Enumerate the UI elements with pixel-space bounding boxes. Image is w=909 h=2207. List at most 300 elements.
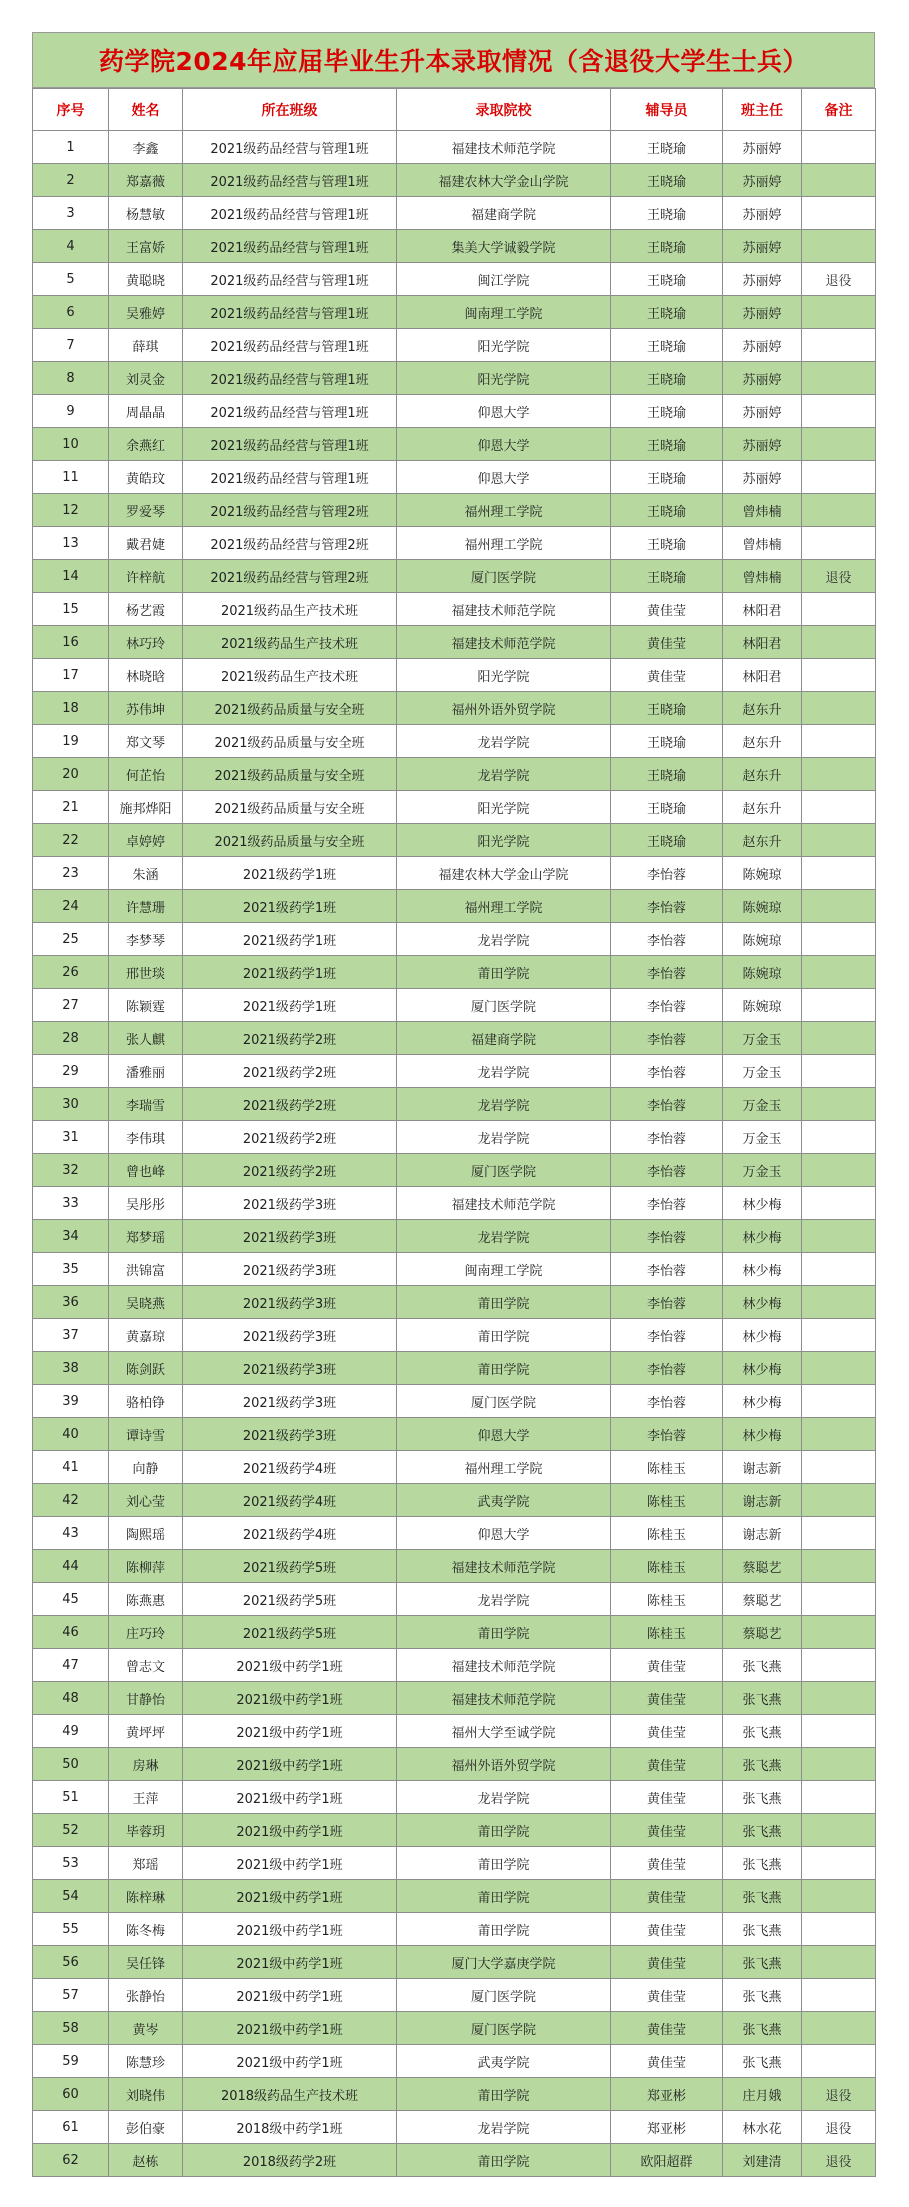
cell-name: 李梦琴 bbox=[109, 923, 183, 956]
cell-note bbox=[802, 1220, 876, 1253]
cell-head-teacher: 林阳君 bbox=[723, 593, 802, 626]
table-row bbox=[33, 1913, 876, 1946]
cell-head-teacher: 曾炜楠 bbox=[723, 494, 802, 527]
cell-note bbox=[802, 197, 876, 230]
cell-name: 骆柏铮 bbox=[109, 1385, 183, 1418]
table-row bbox=[33, 1847, 876, 1880]
cell-school: 龙岩学院 bbox=[397, 1781, 611, 1814]
cell-class: 2021级药品经营与管理1班 bbox=[183, 131, 397, 164]
table-row bbox=[33, 164, 876, 197]
table-row bbox=[33, 1418, 876, 1451]
cell-school: 福州理工学院 bbox=[397, 527, 611, 560]
cell-counselor: 王晓瑜 bbox=[611, 329, 723, 362]
cell-class: 2021级药品经营与管理2班 bbox=[183, 560, 397, 593]
header-note: 备注 bbox=[802, 89, 876, 131]
cell-index: 56 bbox=[33, 1946, 109, 1979]
table-row bbox=[33, 362, 876, 395]
cell-name: 黄岑 bbox=[109, 2012, 183, 2045]
cell-head-teacher: 陈婉琼 bbox=[723, 956, 802, 989]
cell-school: 福建技术师范学院 bbox=[397, 1187, 611, 1220]
cell-head-teacher: 蔡聪艺 bbox=[723, 1616, 802, 1649]
table-row bbox=[33, 1517, 876, 1550]
header-name: 姓名 bbox=[109, 89, 183, 131]
cell-head-teacher: 林少梅 bbox=[723, 1385, 802, 1418]
cell-note bbox=[802, 857, 876, 890]
cell-school: 龙岩学院 bbox=[397, 1055, 611, 1088]
cell-school: 莆田学院 bbox=[397, 1847, 611, 1880]
cell-name: 陈冬梅 bbox=[109, 1913, 183, 1946]
cell-counselor: 李怡蓉 bbox=[611, 923, 723, 956]
cell-note bbox=[802, 1616, 876, 1649]
cell-counselor: 黄佳莹 bbox=[611, 1814, 723, 1847]
cell-class: 2021级药学4班 bbox=[183, 1517, 397, 1550]
cell-note bbox=[802, 1352, 876, 1385]
cell-school: 仰恩大学 bbox=[397, 428, 611, 461]
cell-school: 闽南理工学院 bbox=[397, 296, 611, 329]
cell-school: 龙岩学院 bbox=[397, 1121, 611, 1154]
cell-class: 2021级药品质量与安全班 bbox=[183, 758, 397, 791]
cell-note bbox=[802, 1418, 876, 1451]
cell-note bbox=[802, 164, 876, 197]
cell-class: 2021级药品经营与管理1班 bbox=[183, 230, 397, 263]
table-row bbox=[33, 1649, 876, 1682]
cell-name: 林巧玲 bbox=[109, 626, 183, 659]
cell-index: 28 bbox=[33, 1022, 109, 1055]
cell-school: 福建技术师范学院 bbox=[397, 1550, 611, 1583]
cell-class: 2021级中药学1班 bbox=[183, 1715, 397, 1748]
cell-counselor: 郑亚彬 bbox=[611, 2111, 723, 2144]
cell-counselor: 黄佳莹 bbox=[611, 1649, 723, 1682]
cell-class: 2021级中药学1班 bbox=[183, 2012, 397, 2045]
cell-counselor: 李怡蓉 bbox=[611, 1055, 723, 1088]
cell-counselor: 王晓瑜 bbox=[611, 560, 723, 593]
cell-class: 2021级药学1班 bbox=[183, 890, 397, 923]
cell-head-teacher: 张飞燕 bbox=[723, 1682, 802, 1715]
cell-school: 龙岩学院 bbox=[397, 1088, 611, 1121]
table-row bbox=[33, 2144, 876, 2177]
cell-index: 22 bbox=[33, 824, 109, 857]
cell-school: 厦门医学院 bbox=[397, 560, 611, 593]
cell-index: 52 bbox=[33, 1814, 109, 1847]
cell-name: 郑梦瑶 bbox=[109, 1220, 183, 1253]
cell-class: 2021级药学3班 bbox=[183, 1187, 397, 1220]
table-row bbox=[33, 1451, 876, 1484]
cell-class: 2021级药学5班 bbox=[183, 1583, 397, 1616]
table-row bbox=[33, 1748, 876, 1781]
cell-school: 福建农林大学金山学院 bbox=[397, 164, 611, 197]
table-row bbox=[33, 593, 876, 626]
cell-school: 福建农林大学金山学院 bbox=[397, 857, 611, 890]
cell-counselor: 李怡蓉 bbox=[611, 1121, 723, 1154]
cell-counselor: 王晓瑜 bbox=[611, 791, 723, 824]
cell-index: 59 bbox=[33, 2045, 109, 2078]
cell-note: 退役 bbox=[802, 2078, 876, 2111]
cell-counselor: 黄佳莹 bbox=[611, 1715, 723, 1748]
table-row bbox=[33, 560, 876, 593]
cell-note: 退役 bbox=[802, 2144, 876, 2177]
cell-class: 2021级中药学1班 bbox=[183, 1847, 397, 1880]
cell-note bbox=[802, 230, 876, 263]
cell-class: 2021级药学1班 bbox=[183, 857, 397, 890]
cell-note bbox=[802, 461, 876, 494]
cell-counselor: 黄佳莹 bbox=[611, 1847, 723, 1880]
cell-counselor: 王晓瑜 bbox=[611, 197, 723, 230]
cell-name: 张人麒 bbox=[109, 1022, 183, 1055]
cell-counselor: 陈桂玉 bbox=[611, 1616, 723, 1649]
cell-head-teacher: 陈婉琼 bbox=[723, 923, 802, 956]
cell-index: 26 bbox=[33, 956, 109, 989]
cell-school: 福州理工学院 bbox=[397, 890, 611, 923]
cell-head-teacher: 曾炜楠 bbox=[723, 560, 802, 593]
cell-counselor: 黄佳莹 bbox=[611, 1781, 723, 1814]
cell-class: 2021级中药学1班 bbox=[183, 1979, 397, 2012]
cell-class: 2021级药学1班 bbox=[183, 923, 397, 956]
cell-name: 施邦烨阳 bbox=[109, 791, 183, 824]
cell-note bbox=[802, 626, 876, 659]
cell-school: 福州大学至诚学院 bbox=[397, 1715, 611, 1748]
cell-school: 龙岩学院 bbox=[397, 725, 611, 758]
table-row bbox=[33, 1946, 876, 1979]
cell-head-teacher: 赵东升 bbox=[723, 824, 802, 857]
header-school: 录取院校 bbox=[397, 89, 611, 131]
cell-school: 福建技术师范学院 bbox=[397, 131, 611, 164]
cell-name: 吴雅婷 bbox=[109, 296, 183, 329]
cell-name: 赵栋 bbox=[109, 2144, 183, 2177]
cell-note bbox=[802, 1583, 876, 1616]
cell-school: 仰恩大学 bbox=[397, 1517, 611, 1550]
cell-class: 2021级药学3班 bbox=[183, 1253, 397, 1286]
cell-note bbox=[802, 692, 876, 725]
cell-class: 2021级药学3班 bbox=[183, 1418, 397, 1451]
cell-index: 19 bbox=[33, 725, 109, 758]
cell-counselor: 李怡蓉 bbox=[611, 890, 723, 923]
cell-head-teacher: 苏丽婷 bbox=[723, 329, 802, 362]
cell-index: 7 bbox=[33, 329, 109, 362]
cell-head-teacher: 刘建清 bbox=[723, 2144, 802, 2177]
cell-head-teacher: 万金玉 bbox=[723, 1055, 802, 1088]
cell-class: 2021级中药学1班 bbox=[183, 1814, 397, 1847]
cell-index: 8 bbox=[33, 362, 109, 395]
cell-index: 27 bbox=[33, 989, 109, 1022]
cell-school: 闽南理工学院 bbox=[397, 1253, 611, 1286]
cell-head-teacher: 苏丽婷 bbox=[723, 197, 802, 230]
cell-counselor: 王晓瑜 bbox=[611, 263, 723, 296]
cell-class: 2021级药学2班 bbox=[183, 1088, 397, 1121]
cell-counselor: 王晓瑜 bbox=[611, 362, 723, 395]
cell-counselor: 黄佳莹 bbox=[611, 1946, 723, 1979]
cell-note bbox=[802, 395, 876, 428]
cell-school: 集美大学诚毅学院 bbox=[397, 230, 611, 263]
cell-head-teacher: 苏丽婷 bbox=[723, 362, 802, 395]
cell-class: 2021级药品经营与管理1班 bbox=[183, 263, 397, 296]
cell-head-teacher: 苏丽婷 bbox=[723, 263, 802, 296]
cell-head-teacher: 林少梅 bbox=[723, 1418, 802, 1451]
cell-index: 40 bbox=[33, 1418, 109, 1451]
cell-class: 2018级药品生产技术班 bbox=[183, 2078, 397, 2111]
cell-index: 36 bbox=[33, 1286, 109, 1319]
cell-class: 2021级药学4班 bbox=[183, 1484, 397, 1517]
cell-school: 厦门医学院 bbox=[397, 989, 611, 1022]
cell-note bbox=[802, 824, 876, 857]
cell-index: 4 bbox=[33, 230, 109, 263]
cell-name: 苏伟坤 bbox=[109, 692, 183, 725]
cell-note bbox=[802, 1715, 876, 1748]
cell-name: 黄坪坪 bbox=[109, 1715, 183, 1748]
cell-class: 2018级药学2班 bbox=[183, 2144, 397, 2177]
cell-head-teacher: 赵东升 bbox=[723, 791, 802, 824]
cell-index: 37 bbox=[33, 1319, 109, 1352]
cell-note bbox=[802, 1880, 876, 1913]
table-row bbox=[33, 1979, 876, 2012]
cell-name: 薛琪 bbox=[109, 329, 183, 362]
cell-class: 2021级药学5班 bbox=[183, 1550, 397, 1583]
cell-index: 34 bbox=[33, 1220, 109, 1253]
cell-school: 福建商学院 bbox=[397, 197, 611, 230]
cell-class: 2021级中药学1班 bbox=[183, 1913, 397, 1946]
cell-head-teacher: 张飞燕 bbox=[723, 1781, 802, 1814]
cell-index: 14 bbox=[33, 560, 109, 593]
cell-counselor: 黄佳莹 bbox=[611, 1682, 723, 1715]
cell-index: 53 bbox=[33, 1847, 109, 1880]
cell-counselor: 黄佳莹 bbox=[611, 626, 723, 659]
cell-class: 2021级药学3班 bbox=[183, 1286, 397, 1319]
cell-counselor: 王晓瑜 bbox=[611, 164, 723, 197]
cell-head-teacher: 张飞燕 bbox=[723, 1979, 802, 2012]
cell-note bbox=[802, 989, 876, 1022]
admission-sheet bbox=[32, 32, 875, 2177]
cell-index: 30 bbox=[33, 1088, 109, 1121]
cell-index: 39 bbox=[33, 1385, 109, 1418]
cell-note bbox=[802, 527, 876, 560]
cell-head-teacher: 苏丽婷 bbox=[723, 461, 802, 494]
cell-note bbox=[802, 428, 876, 461]
table-row bbox=[33, 197, 876, 230]
cell-note bbox=[802, 1154, 876, 1187]
cell-index: 32 bbox=[33, 1154, 109, 1187]
cell-class: 2021级药品经营与管理2班 bbox=[183, 527, 397, 560]
cell-note bbox=[802, 725, 876, 758]
cell-counselor: 王晓瑜 bbox=[611, 230, 723, 263]
cell-counselor: 李怡蓉 bbox=[611, 1418, 723, 1451]
cell-index: 29 bbox=[33, 1055, 109, 1088]
cell-class: 2021级药学4班 bbox=[183, 1451, 397, 1484]
cell-head-teacher: 万金玉 bbox=[723, 1088, 802, 1121]
cell-counselor: 陈桂玉 bbox=[611, 1583, 723, 1616]
cell-index: 54 bbox=[33, 1880, 109, 1913]
cell-school: 莆田学院 bbox=[397, 1319, 611, 1352]
cell-class: 2021级药学2班 bbox=[183, 1121, 397, 1154]
cell-index: 15 bbox=[33, 593, 109, 626]
cell-name: 曾也峰 bbox=[109, 1154, 183, 1187]
cell-name: 黄嘉琼 bbox=[109, 1319, 183, 1352]
cell-head-teacher: 苏丽婷 bbox=[723, 428, 802, 461]
table-row bbox=[33, 131, 876, 164]
table-row bbox=[33, 626, 876, 659]
cell-class: 2021级药品生产技术班 bbox=[183, 626, 397, 659]
cell-note bbox=[802, 923, 876, 956]
cell-name: 刘晓伟 bbox=[109, 2078, 183, 2111]
cell-counselor: 王晓瑜 bbox=[611, 296, 723, 329]
cell-counselor: 李怡蓉 bbox=[611, 1319, 723, 1352]
cell-name: 杨慧敏 bbox=[109, 197, 183, 230]
cell-class: 2021级药品经营与管理1班 bbox=[183, 164, 397, 197]
cell-school: 龙岩学院 bbox=[397, 758, 611, 791]
cell-name: 刘心莹 bbox=[109, 1484, 183, 1517]
cell-counselor: 黄佳莹 bbox=[611, 1913, 723, 1946]
cell-name: 潘雅丽 bbox=[109, 1055, 183, 1088]
cell-index: 17 bbox=[33, 659, 109, 692]
cell-index: 50 bbox=[33, 1748, 109, 1781]
cell-name: 李伟琪 bbox=[109, 1121, 183, 1154]
cell-note bbox=[802, 1748, 876, 1781]
cell-index: 20 bbox=[33, 758, 109, 791]
cell-school: 龙岩学院 bbox=[397, 2111, 611, 2144]
table-row bbox=[33, 1055, 876, 1088]
cell-index: 1 bbox=[33, 131, 109, 164]
table-row bbox=[33, 1220, 876, 1253]
cell-class: 2021级药品生产技术班 bbox=[183, 593, 397, 626]
table-row bbox=[33, 2111, 876, 2144]
cell-index: 9 bbox=[33, 395, 109, 428]
table-row bbox=[33, 494, 876, 527]
cell-head-teacher: 陈婉琼 bbox=[723, 857, 802, 890]
cell-index: 60 bbox=[33, 2078, 109, 2111]
cell-note bbox=[802, 494, 876, 527]
cell-class: 2021级药品经营与管理1班 bbox=[183, 296, 397, 329]
cell-class: 2021级药学1班 bbox=[183, 956, 397, 989]
cell-class: 2021级药学3班 bbox=[183, 1385, 397, 1418]
table-row bbox=[33, 1286, 876, 1319]
table-row bbox=[33, 692, 876, 725]
header-head-teacher: 班主任 bbox=[723, 89, 802, 131]
table-row bbox=[33, 791, 876, 824]
cell-counselor: 黄佳莹 bbox=[611, 1979, 723, 2012]
cell-class: 2021级中药学1班 bbox=[183, 1682, 397, 1715]
cell-note bbox=[802, 758, 876, 791]
cell-school: 仰恩大学 bbox=[397, 395, 611, 428]
cell-school: 仰恩大学 bbox=[397, 1418, 611, 1451]
table-row bbox=[33, 296, 876, 329]
cell-counselor: 黄佳莹 bbox=[611, 2012, 723, 2045]
cell-name: 陈梓琳 bbox=[109, 1880, 183, 1913]
cell-head-teacher: 林少梅 bbox=[723, 1253, 802, 1286]
cell-note bbox=[802, 1979, 876, 2012]
cell-counselor: 陈桂玉 bbox=[611, 1451, 723, 1484]
header-class: 所在班级 bbox=[183, 89, 397, 131]
cell-head-teacher: 蔡聪艺 bbox=[723, 1550, 802, 1583]
cell-head-teacher: 苏丽婷 bbox=[723, 230, 802, 263]
table-row bbox=[33, 956, 876, 989]
cell-head-teacher: 苏丽婷 bbox=[723, 131, 802, 164]
cell-index: 47 bbox=[33, 1649, 109, 1682]
cell-head-teacher: 苏丽婷 bbox=[723, 296, 802, 329]
table-row bbox=[33, 1715, 876, 1748]
cell-head-teacher: 林少梅 bbox=[723, 1220, 802, 1253]
table-row bbox=[33, 824, 876, 857]
cell-class: 2021级药学2班 bbox=[183, 1022, 397, 1055]
table-row bbox=[33, 527, 876, 560]
cell-note bbox=[802, 1319, 876, 1352]
cell-name: 吴晓燕 bbox=[109, 1286, 183, 1319]
cell-name: 毕蓉玥 bbox=[109, 1814, 183, 1847]
cell-counselor: 黄佳莹 bbox=[611, 659, 723, 692]
cell-index: 43 bbox=[33, 1517, 109, 1550]
table-row bbox=[33, 758, 876, 791]
table-row bbox=[33, 1253, 876, 1286]
cell-school: 龙岩学院 bbox=[397, 923, 611, 956]
table-row bbox=[33, 1088, 876, 1121]
cell-counselor: 陈桂玉 bbox=[611, 1517, 723, 1550]
cell-head-teacher: 张飞燕 bbox=[723, 1913, 802, 1946]
cell-note bbox=[802, 1682, 876, 1715]
cell-index: 3 bbox=[33, 197, 109, 230]
cell-counselor: 陈桂玉 bbox=[611, 1484, 723, 1517]
cell-class: 2021级药品经营与管理1班 bbox=[183, 395, 397, 428]
cell-head-teacher: 张飞燕 bbox=[723, 1880, 802, 1913]
cell-school: 福州理工学院 bbox=[397, 1451, 611, 1484]
cell-name: 郑嘉薇 bbox=[109, 164, 183, 197]
cell-school: 阳光学院 bbox=[397, 659, 611, 692]
cell-note bbox=[802, 131, 876, 164]
cell-index: 6 bbox=[33, 296, 109, 329]
cell-note bbox=[802, 1781, 876, 1814]
cell-note bbox=[802, 1649, 876, 1682]
cell-name: 罗爱琴 bbox=[109, 494, 183, 527]
cell-counselor: 李怡蓉 bbox=[611, 1385, 723, 1418]
cell-class: 2021级药品质量与安全班 bbox=[183, 824, 397, 857]
cell-head-teacher: 张飞燕 bbox=[723, 1715, 802, 1748]
cell-head-teacher: 林少梅 bbox=[723, 1319, 802, 1352]
table-row bbox=[33, 395, 876, 428]
table-row bbox=[33, 1616, 876, 1649]
cell-index: 49 bbox=[33, 1715, 109, 1748]
cell-name: 黄皓玟 bbox=[109, 461, 183, 494]
cell-head-teacher: 赵东升 bbox=[723, 692, 802, 725]
cell-counselor: 郑亚彬 bbox=[611, 2078, 723, 2111]
cell-class: 2021级中药学1班 bbox=[183, 1946, 397, 1979]
cell-index: 2 bbox=[33, 164, 109, 197]
cell-head-teacher: 林少梅 bbox=[723, 1286, 802, 1319]
table-row bbox=[33, 1880, 876, 1913]
table-row bbox=[33, 725, 876, 758]
cell-index: 41 bbox=[33, 1451, 109, 1484]
cell-counselor: 王晓瑜 bbox=[611, 395, 723, 428]
table-row bbox=[33, 2078, 876, 2111]
cell-index: 25 bbox=[33, 923, 109, 956]
cell-school: 仰恩大学 bbox=[397, 461, 611, 494]
cell-head-teacher: 张飞燕 bbox=[723, 2045, 802, 2078]
cell-school: 阳光学院 bbox=[397, 824, 611, 857]
cell-name: 郑瑶 bbox=[109, 1847, 183, 1880]
cell-index: 48 bbox=[33, 1682, 109, 1715]
cell-head-teacher: 赵东升 bbox=[723, 758, 802, 791]
cell-note bbox=[802, 2045, 876, 2078]
admission-table bbox=[32, 88, 876, 2177]
cell-head-teacher: 张飞燕 bbox=[723, 1847, 802, 1880]
cell-head-teacher: 林阳君 bbox=[723, 626, 802, 659]
cell-school: 莆田学院 bbox=[397, 1352, 611, 1385]
cell-class: 2021级药学3班 bbox=[183, 1352, 397, 1385]
cell-index: 46 bbox=[33, 1616, 109, 1649]
cell-name: 余燕红 bbox=[109, 428, 183, 461]
cell-note bbox=[802, 1121, 876, 1154]
cell-counselor: 李怡蓉 bbox=[611, 1286, 723, 1319]
cell-school: 闽江学院 bbox=[397, 263, 611, 296]
cell-school: 厦门医学院 bbox=[397, 1385, 611, 1418]
cell-head-teacher: 苏丽婷 bbox=[723, 395, 802, 428]
table-row bbox=[33, 1484, 876, 1517]
cell-index: 33 bbox=[33, 1187, 109, 1220]
